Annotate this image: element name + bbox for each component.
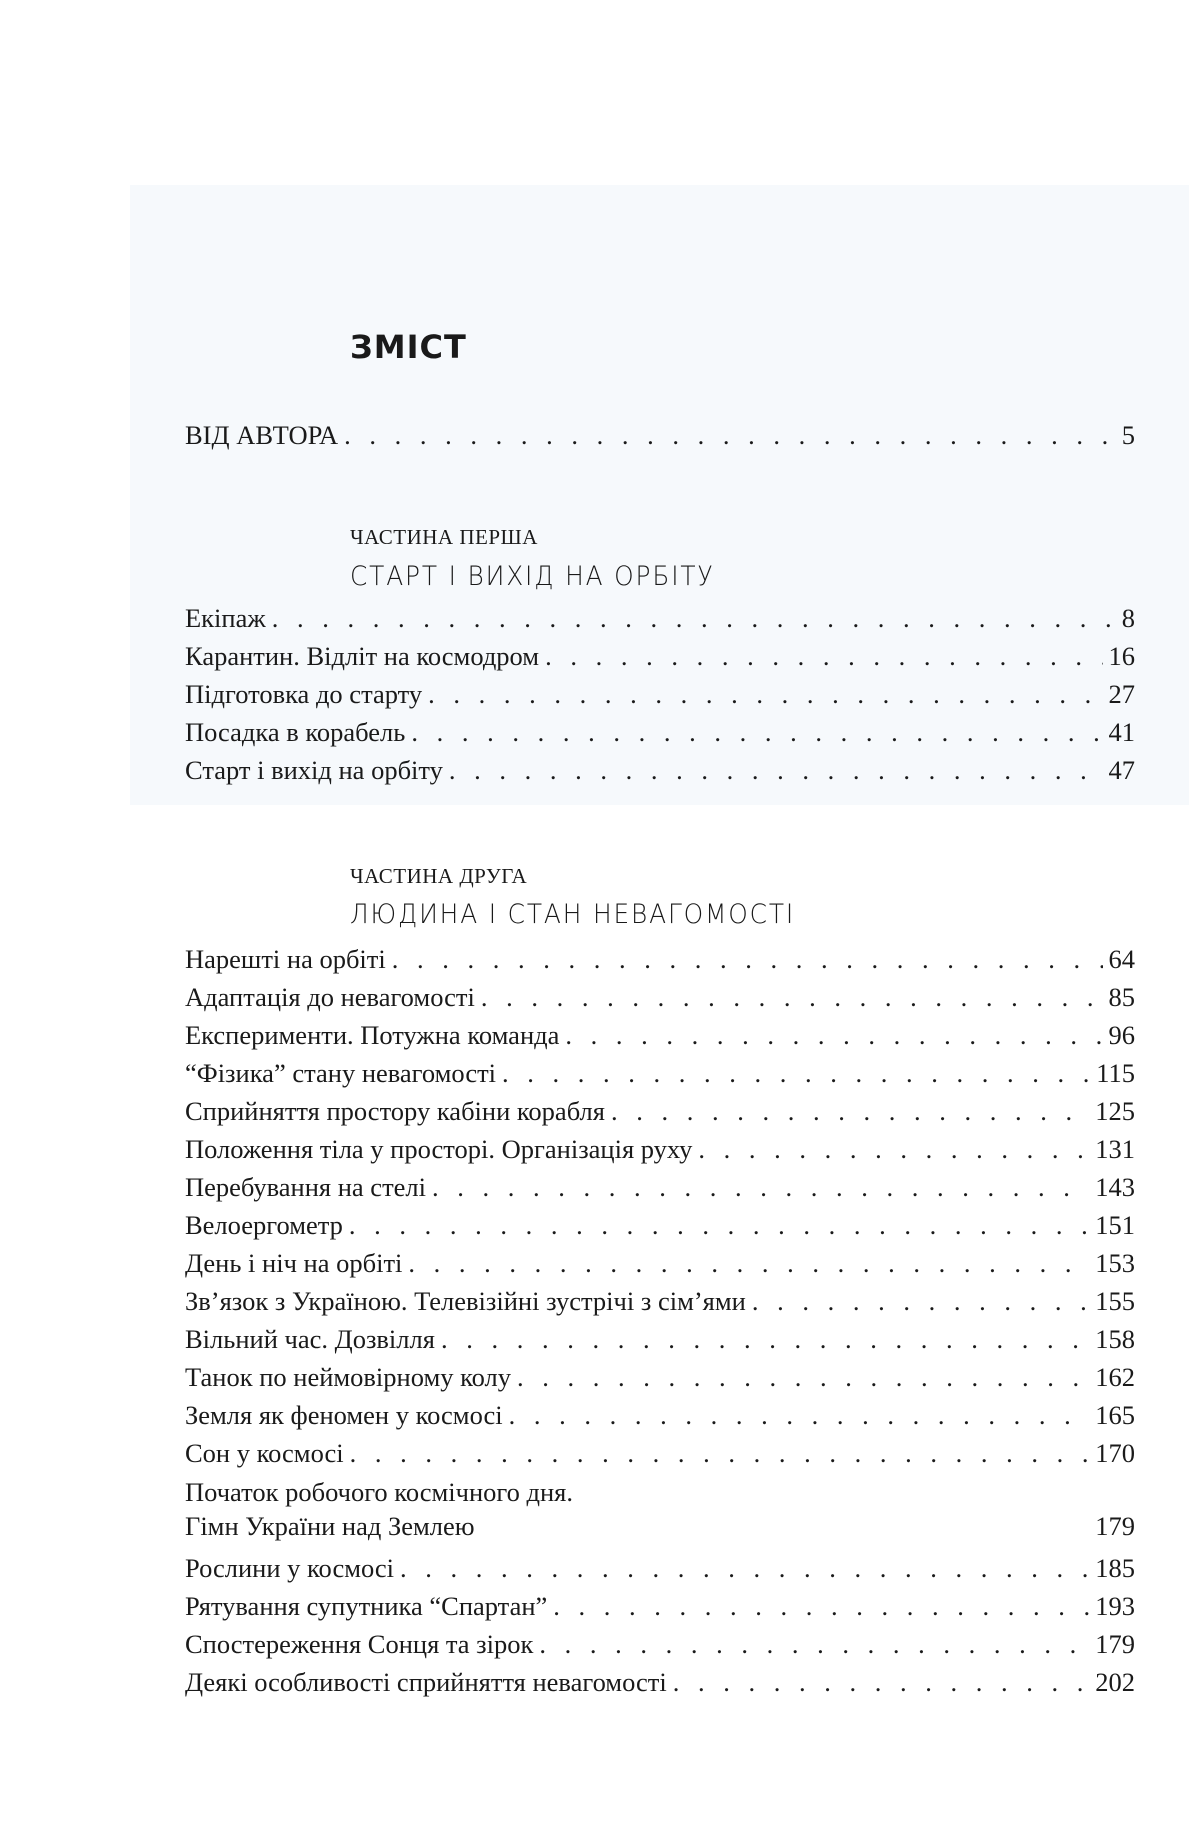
toc-entry-page: 8 [1121, 603, 1135, 633]
toc-entry-page: 125 [1095, 1096, 1135, 1126]
dot-leader [673, 1667, 1090, 1698]
toc-entry-title: Адаптація до невагомості [185, 982, 475, 1012]
dot-leader [449, 755, 1103, 786]
dot-leader [502, 1058, 1090, 1089]
toc-entry-title: Сприйняття простору кабіни корабля [185, 1096, 605, 1126]
dot-leader [428, 679, 1102, 710]
toc-entry[interactable] [185, 1362, 1135, 1396]
dot-leader [517, 1362, 1089, 1393]
dot-leader [272, 603, 1116, 634]
toc-entry[interactable] [185, 1096, 1135, 1130]
toc-entry[interactable] [185, 641, 1135, 675]
toc-entry[interactable] [185, 1591, 1135, 1625]
toc-entry-title: Вільний час. Дозвілля [185, 1324, 435, 1354]
toc-entry-title: “Фізика” стану невагомості [185, 1058, 497, 1088]
dot-leader [545, 641, 1102, 672]
dot-leader [611, 1096, 1089, 1127]
dot-leader [481, 982, 1103, 1013]
dot-leader [752, 1286, 1089, 1317]
toc-entry[interactable] [185, 1629, 1135, 1663]
toc-entry[interactable] [185, 982, 1135, 1016]
toc-entry-page: 64 [1108, 944, 1135, 974]
dot-leader [553, 1591, 1089, 1622]
dot-leader [509, 1400, 1090, 1431]
toc-entry[interactable] [185, 1248, 1135, 1282]
toc-entry-page: 170 [1095, 1438, 1135, 1468]
toc-entry-title: Перебування на стелі [185, 1172, 426, 1202]
toc-entry-title: ВІД АВТОРА [185, 420, 339, 450]
toc-entry-page: 155 [1095, 1286, 1135, 1316]
toc-entry-page: 179 [1095, 1511, 1135, 1541]
dot-leader [400, 1553, 1089, 1584]
dot-leader [432, 1172, 1089, 1203]
part-label: ЧАСТИНА ПЕРША [350, 525, 538, 549]
toc-entry-intro[interactable] [185, 420, 1135, 454]
toc-entry-title: Танок по неймовірному колу [185, 1362, 512, 1392]
toc-entry-title: Положення тіла у просторі. Організація руху [185, 1134, 693, 1164]
page-title: ЗМІСТ [350, 328, 467, 366]
dot-leader [441, 1324, 1089, 1355]
toc-entry-title: День і ніч на орбіті [185, 1248, 403, 1278]
toc-entry[interactable] [185, 1172, 1135, 1206]
toc-entry-page: 41 [1108, 717, 1135, 747]
toc-entry-title: Рятування супутника “Спартан” [185, 1591, 548, 1621]
toc-entry-page: 185 [1095, 1553, 1135, 1583]
toc-entry-multiline[interactable] [185, 1477, 1135, 1545]
toc-entry-page: 193 [1095, 1591, 1135, 1621]
toc-entry-title: Експерименти. Потужна команда [185, 1020, 560, 1050]
toc-entry-page: 179 [1095, 1629, 1135, 1659]
dot-leader [392, 944, 1103, 975]
toc-entry-title: Підготовка до старту [185, 679, 423, 709]
toc-entry-page: 16 [1108, 641, 1135, 671]
toc-entry-title: Сон у космосі [185, 1438, 344, 1468]
dot-leader [411, 717, 1102, 748]
toc-entry[interactable] [185, 1134, 1135, 1168]
toc-entry-title: Нарешті на орбіті [185, 944, 386, 974]
toc-entry-page: 96 [1108, 1020, 1135, 1050]
toc-entry-title: Спостереження Сонця та зірок [185, 1629, 534, 1659]
toc-entry[interactable] [185, 717, 1135, 751]
dot-leader [539, 1629, 1089, 1660]
toc-entry-page: 131 [1095, 1134, 1135, 1164]
toc-entry-page: 162 [1095, 1362, 1135, 1392]
toc-entry[interactable] [185, 1400, 1135, 1434]
part-title: ЛЮДИНА І СТАН НЕВАГОМОСТІ [350, 899, 796, 930]
toc-entry-page: 151 [1095, 1210, 1135, 1240]
toc-entry-page: 85 [1108, 982, 1135, 1012]
toc-entry-page: 158 [1095, 1324, 1135, 1354]
dot-leader [344, 420, 1116, 451]
toc-entry-title: Рослини у космосі [185, 1553, 395, 1583]
toc-entry-title: Старт і вихід на орбіту [185, 755, 443, 785]
dot-leader [698, 1134, 1089, 1165]
toc-entry-title: Деякі особливості сприйняття невагомості [185, 1667, 667, 1697]
toc-entry[interactable] [185, 1324, 1135, 1358]
toc-entry[interactable] [185, 1667, 1135, 1701]
toc-entry-page: 143 [1095, 1172, 1135, 1202]
toc-entry-page: 47 [1108, 755, 1135, 785]
toc-entry-page: 5 [1121, 420, 1135, 450]
toc-entry-title: Земля як феномен у космосі [185, 1400, 503, 1430]
toc-entry-title: Посадка в корабель [185, 717, 406, 747]
toc-entry-page: 202 [1095, 1667, 1135, 1697]
part-label: ЧАСТИНА ДРУГА [350, 864, 528, 888]
toc-entry-page: 153 [1095, 1248, 1135, 1278]
toc-entry[interactable] [185, 1438, 1135, 1472]
toc-entry-title: Екіпаж [185, 603, 266, 633]
dot-leader [408, 1248, 1089, 1279]
dot-leader [349, 1210, 1089, 1241]
toc-entry-title: Карантин. Відліт на космодром [185, 641, 540, 671]
toc-entry-title-line1: Початок робочого космічного дня. [185, 1477, 573, 1507]
toc-entry-title: Велоергометр [185, 1210, 343, 1240]
toc-entry[interactable] [185, 679, 1135, 713]
toc-entry-line2 [185, 1511, 1135, 1545]
dot-leader [565, 1020, 1102, 1051]
toc-entry-page: 115 [1096, 1058, 1135, 1088]
toc-entry-page: 165 [1095, 1400, 1135, 1430]
toc-entry-page: 27 [1108, 679, 1135, 709]
toc-entry[interactable] [185, 603, 1135, 637]
toc-entry[interactable] [185, 755, 1135, 789]
toc-entry-title: Зв’язок з Україною. Телевізійні зустрічі з сім’ями [185, 1286, 746, 1316]
toc-entry[interactable] [185, 1210, 1135, 1244]
toc-entry[interactable] [185, 1020, 1135, 1054]
part-title: СТАРТ І ВИХІД НА ОРБІТУ [350, 561, 715, 592]
dot-leader [350, 1438, 1090, 1469]
toc-entry[interactable] [185, 1553, 1135, 1587]
toc-entry-title: Гімн України над Землею [185, 1511, 475, 1541]
toc-entry[interactable] [185, 1058, 1135, 1092]
toc-entry[interactable] [185, 944, 1135, 978]
toc-entry[interactable] [185, 1286, 1135, 1320]
